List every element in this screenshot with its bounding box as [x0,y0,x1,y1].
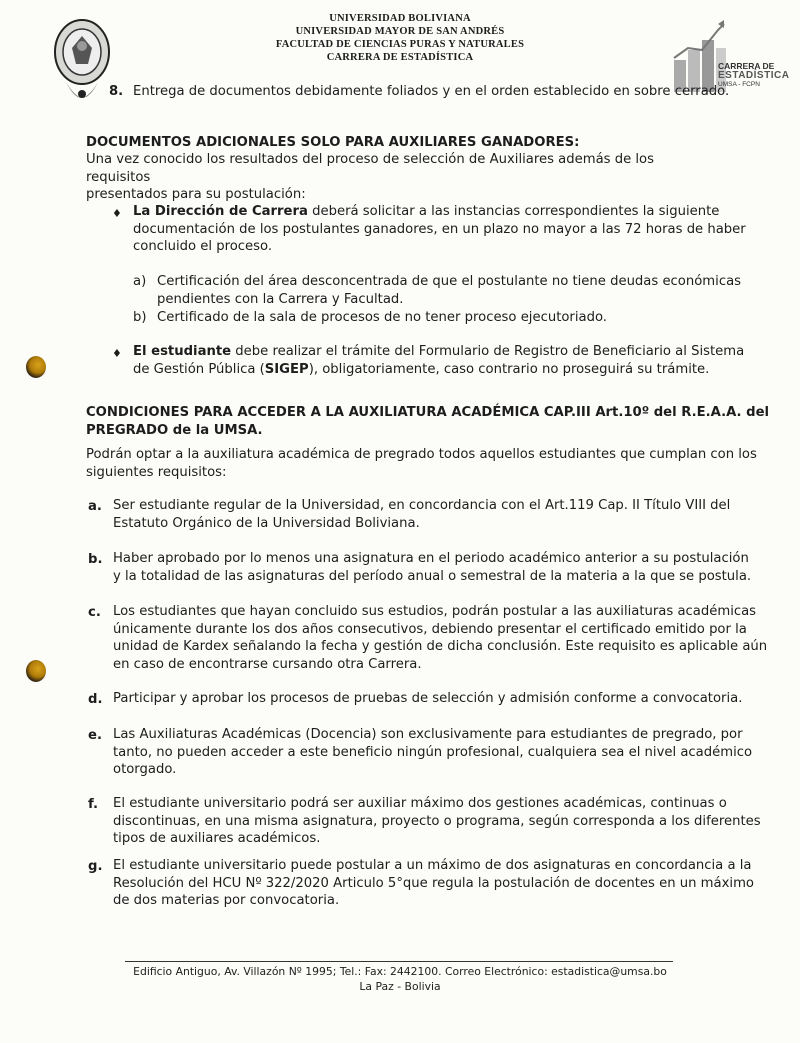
requirement-g-line-2: Resolución del HCU Nº 322/2020 Articulo 5°que regula la postulación de docentes en un máximo [113,875,754,891]
footer [0,964,800,994]
section-1-intro-line-2: presentados para su postulación: [86,187,306,203]
section-1-intro-line-1: Una vez conocido los resultados del proceso de selección de Auxiliares además de los requisitos [86,152,654,185]
requirement-g-line-3: de dos materias por convocatoria. [113,893,340,909]
bullet-2-paragraph [133,343,744,378]
section-2-intro-line-1: Podrán optar a la auxiliatura académica de pregrado todos aquellos estudiantes que cumplan con los [86,447,757,462]
requirement-c-line-3: unidad de Kardex señalando la fecha y gestión de dicha conclusión. Este requisito es aplicable aún [113,639,768,655]
requirement-c [113,603,767,673]
bullet-diamond-icon: ♦ [112,347,122,360]
bullet-2-line-2a: de Gestión Pública ( [133,361,265,377]
sub-item-b-line-1: Certificado de la sala de procesos de no tener proceso ejecutoriado. [157,310,607,325]
requirement-f [113,795,761,848]
section-1-intro [86,151,715,204]
requirement-g [113,857,754,910]
bullet-2-line-2c: ), obligatoriamente, caso contrario no proseguirá su trámite. [308,361,710,377]
logo-line-2: ESTADÍSTICA [718,70,790,81]
binder-hole-icon [26,660,46,682]
requirement-f-label: f. [88,797,99,812]
requirement-a [113,497,730,532]
section-1-title: DOCUMENTOS ADICIONALES SOLO PARA AUXILIARES GANADORES: [86,135,580,150]
binder-hole-icon [26,356,46,378]
header-line-1: UNIVERSIDAD BOLIVIANA [329,13,471,24]
requirement-d-line-1: Participar y aprobar los procesos de pruebas de selección y admisión conforme a convocatoria. [113,691,743,706]
sub-item-a-line-2: pendientes con la Carrera y Facultad. [157,291,404,307]
requirement-f-line-1: El estudiante universitario podrá ser auxiliar máximo dos gestiones académicas, continuas o [113,796,727,811]
requirement-f-line-3: tipos de auxiliares académicos. [113,831,321,847]
item-8-text: Entrega de documentos debidamente foliados y en el orden establecido en sobre cerrado. [133,84,730,99]
section-2-title [86,404,769,439]
sub-item-a [157,273,741,308]
requirement-e-line-1: Las Auxiliaturas Académicas (Docencia) son exclusivamente para estudiantes de pregrado, por [113,727,743,742]
section-2-title-line-2: PREGRADO de la UMSA. [86,422,263,438]
requirement-f-line-2: discontinuas, en una misma asignatura, proyecto o programa, según corresponda a los diferentes [113,813,761,829]
footer-divider [125,961,673,962]
section-2-title-line-1: CONDICIONES PARA ACCEDER A LA AUXILIATURA ACADÉMICA CAP.III Art.10º del R.E.A.A. del [86,405,770,420]
requirement-e-line-2: tanto, no pueden acceder a este beneficio ningún profesional, cualquiera sea el nivel académico [113,744,753,760]
bullet-2-bold: El estudiante [133,344,232,359]
requirement-d-label: d. [88,692,103,707]
requirement-e [113,726,752,779]
bullet-2-sigep: SIGEP [264,361,309,377]
requirement-c-line-4: en caso de encontrarse cursando otra Carrera. [113,656,422,672]
bullet-diamond-icon: ♦ [112,207,122,220]
requirement-a-line-1: Ser estudiante regular de la Universidad, en concordancia con el Art.119 Cap. II Título VIII del [113,498,731,513]
requirement-c-label: c. [88,605,101,620]
requirement-g-label: g. [88,859,103,874]
logo-line-1: CARRERA DE [718,61,775,71]
requirement-g-line-1: El estudiante universitario puede postular a un máximo de dos asignaturas en concordancia a la [113,858,752,873]
requirement-e-label: e. [88,728,102,743]
footer-city: La Paz - Bolivia [359,980,441,993]
requirement-c-line-2: únicamente durante los dos años consecutivos, debiendo presentar el certificado emitido por la [113,621,747,637]
requirement-b [113,550,751,585]
logo-line-3: UMSA - FCPN [718,81,760,88]
requirement-c-line-1: Los estudiantes que hayan concluido sus estudios, podrán postular a las auxiliaturas académicas [113,604,757,619]
footer-address: Edificio Antiguo, Av. Villazón Nº 1995; Tel.: Fax: 2442100. Correo Electrónico: estadistica@umsa.bo [133,965,667,978]
bullet-1-line-1: deberá solicitar a las instancias correspondientes la siguiente [307,204,720,219]
header-line-3: FACULTAD DE CIENCIAS PURAS Y NATURALES [275,39,525,50]
section-2-intro-line-2: siguientes requisitos: [86,464,227,480]
bullet-1-line-2: documentación de los postulantes ganadores, en un plazo no mayor a las 72 horas de haber [133,221,746,237]
requirement-b-line-2: y la totalidad de las asignaturas del período anual o semestral de la materia a la que se postula. [113,568,752,584]
header-line-4: CARRERA DE ESTADÍSTICA [326,52,474,63]
bullet-1-bold: La Dirección de Carrera [133,204,308,219]
section-2-intro [86,446,757,481]
bullet-2-line-1: debe realizar el trámite del Formulario de Registro de Beneficiario al Sistema [231,344,745,359]
bullet-1-paragraph [133,203,746,256]
requirement-b-label: b. [88,552,103,567]
bullet-1-line-3: concluido el proceso. [133,239,273,255]
header-line-2: UNIVERSIDAD MAYOR DE SAN ANDRÉS [295,26,505,37]
requirement-a-line-2: Estatuto Orgánico de la Universidad Boliviana. [113,515,420,531]
requirement-a-label: a. [88,499,102,514]
item-8-number: 8. [109,84,124,99]
requirement-e-line-3: otorgado. [113,762,177,778]
requirement-b-line-1: Haber aprobado por lo menos una asignatura en el periodo académico anterior a su postulación [113,551,749,566]
sub-item-b-label: b) [133,310,147,325]
sub-item-a-line-1: Certificación del área desconcentrada de que el postulante no tiene deudas económicas [157,274,742,289]
sub-item-a-label: a) [133,274,147,289]
